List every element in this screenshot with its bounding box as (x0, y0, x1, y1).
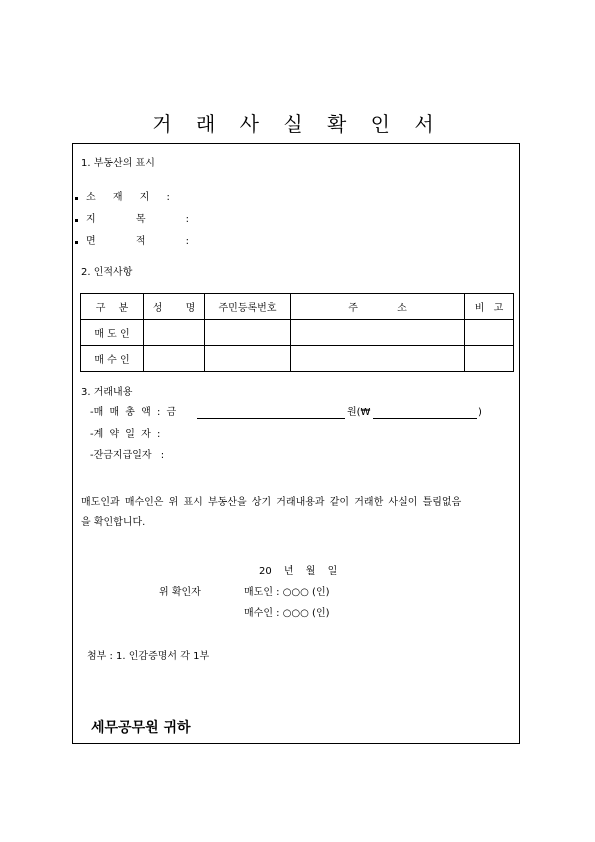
section1-heading: 1. 부동산의 표시 (81, 158, 155, 169)
table-cell[interactable] (291, 346, 465, 372)
amount-figure-underline[interactable] (373, 418, 477, 419)
location-label: 소 재 지 : (86, 192, 170, 203)
table-header-row (81, 294, 514, 320)
date-line: 20 년 월 일 (259, 566, 338, 577)
bullet-icon (75, 241, 78, 244)
table-cell[interactable] (144, 346, 205, 372)
document-title: 거 래 사 실 확 인 서 (152, 112, 443, 136)
area-label: 면 적 : (86, 236, 190, 247)
statement-line2: 을 확인합니다. (81, 517, 146, 528)
table-cell[interactable] (291, 320, 465, 346)
column-header: 주 소 (291, 294, 465, 320)
table-row (81, 346, 514, 372)
table-cell[interactable] (205, 346, 291, 372)
column-header: 성 명 (144, 294, 205, 320)
row-header: 매 도 인 (81, 320, 144, 346)
column-header: 구 분 (81, 294, 144, 320)
column-header: 비 고 (465, 294, 514, 320)
amount-underline[interactable] (197, 418, 345, 419)
section3-heading: 3. 거래내용 (81, 387, 133, 398)
statement-line1: 매도인과 매수인은 위 표시 부동산을 상기 거래내용과 같이 거래한 사실이 틀림없음 (81, 497, 462, 508)
amount-won-label: 원(₩ (347, 407, 371, 418)
column-header: 주민등록번호 (205, 294, 291, 320)
attachment-note: 첨부 : 1. 인감증명서 각 1부 (87, 651, 210, 662)
row-header: 매 수 인 (81, 346, 144, 372)
amount-label: -매 매 총 액 : 금 (90, 407, 177, 418)
section2-heading: 2. 인적사항 (81, 267, 133, 278)
land-category-label: 지 목 : (86, 214, 190, 225)
table-row (81, 320, 514, 346)
amount-close-paren: ) (478, 407, 482, 418)
balance-date-label: -잔금지급일자 : (90, 450, 165, 461)
seller-signature: 매도인 : ○○○ (인) (244, 587, 330, 598)
bullet-icon (75, 197, 78, 200)
form-frame (72, 143, 520, 744)
party-table (80, 293, 514, 372)
buyer-signature: 매수인 : ○○○ (인) (244, 608, 330, 619)
table-cell[interactable] (144, 320, 205, 346)
table-cell[interactable] (465, 320, 514, 346)
confirmer-label: 위 확인자 (159, 587, 201, 598)
bullet-icon (75, 219, 78, 222)
table-cell[interactable] (205, 320, 291, 346)
table-cell[interactable] (465, 346, 514, 372)
addressee: 세무공무원 귀하 (91, 720, 191, 736)
contract-date-label: -계 약 일 자 : (90, 429, 161, 440)
